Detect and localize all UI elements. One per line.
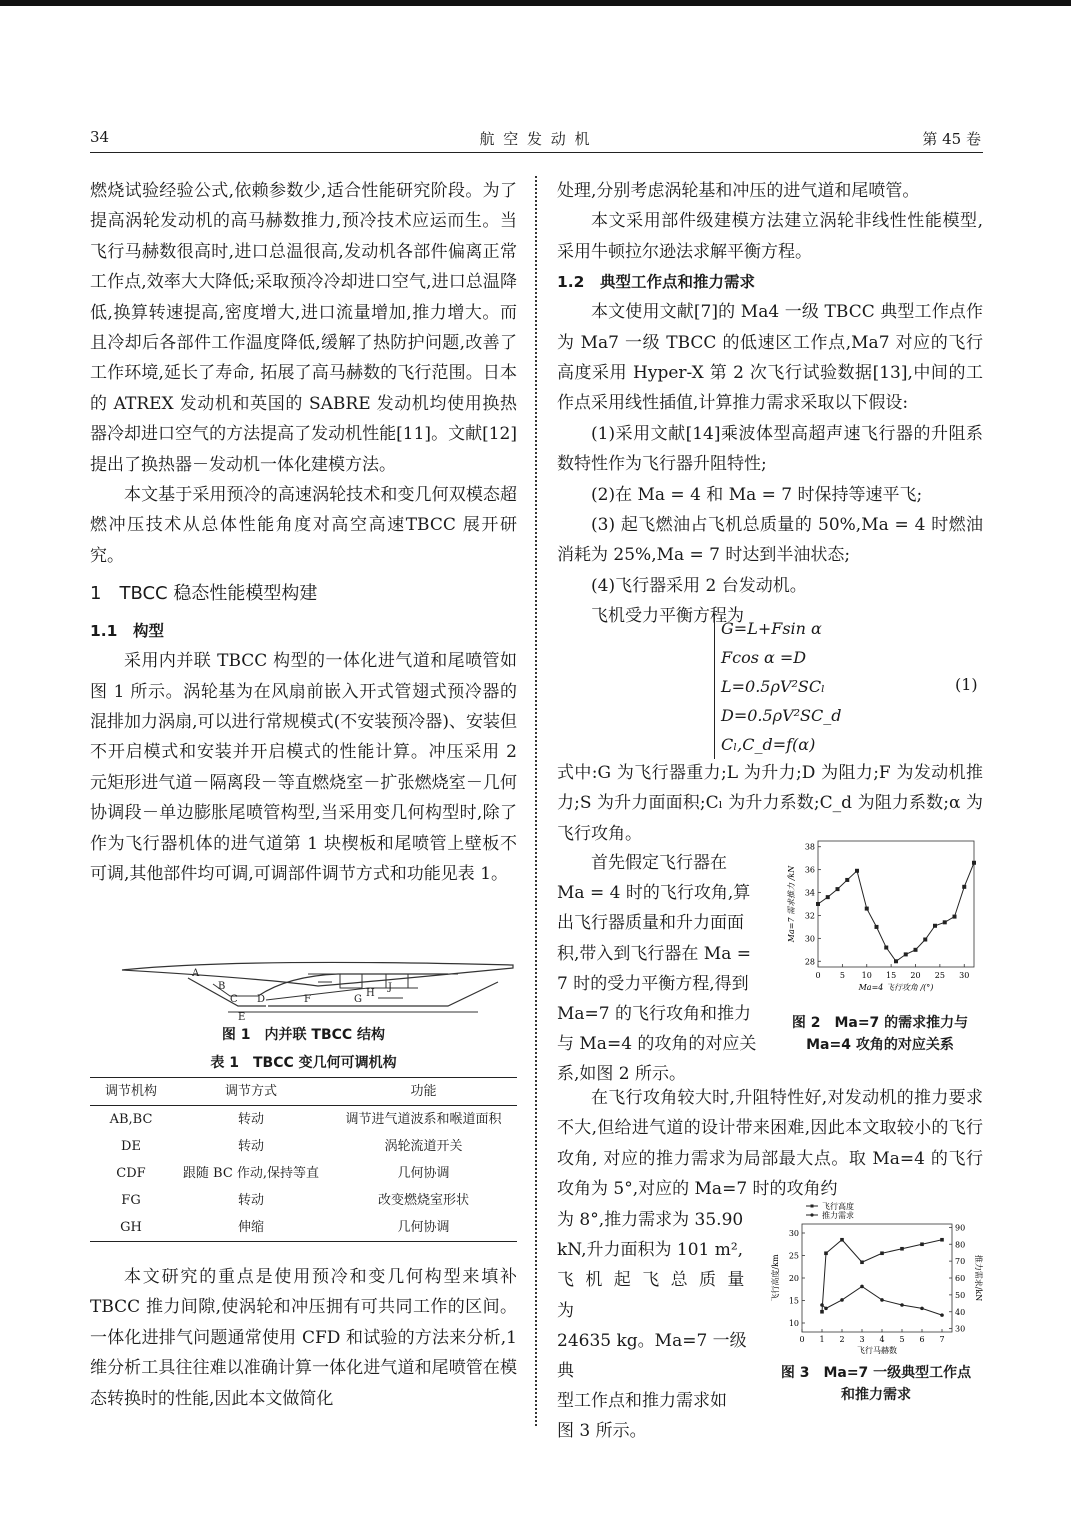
data-point xyxy=(914,948,918,952)
paragraph: 采用内并联 TBCC 构型的一体化进气道和尾喷管如图 1 所示。涡轮基为在风扇前嵌入开式管翅式预冷器的混排加力涡扇,可以进行常规模式(不安装预冷器)、安装但不开启模式和安装并开启模式的性能计算。冲压采用 2 元矩形进气道－隔离段－等直燃烧室－扩张燃烧室－几何协调段－单边膨胀尾喷管构型,当采用变几何构型时,除了作为飞行器机体的进气道第 1 块楔板和尾喷管上壁板不可调,其他部件均可调,可调部件调节方式和功能见表 1。 xyxy=(90,651,517,884)
x-tick-label: 25 xyxy=(934,971,945,980)
paragraph: 式中:G 为飞行器重力;L 为升力;D 为阻力;F 为发动机推力;S 为升力面面积;Cₗ 为升力系数;C_d 为阻力系数;α 为飞行攻角。 xyxy=(557,763,983,844)
y-tick-label: 15 xyxy=(788,1296,799,1306)
y-tick-label: 30 xyxy=(804,934,815,944)
legend-marker-altitude xyxy=(811,1205,814,1208)
paragraph: 处理,分别考虑涡轮基和冲压的进气道和尾喷管。 xyxy=(557,181,920,201)
x-tick-label: 30 xyxy=(959,971,970,980)
y-tick-label: 28 xyxy=(804,957,815,967)
table-cell: 几何协调 xyxy=(397,1220,450,1235)
table-cell: 改变燃烧室形状 xyxy=(377,1193,469,1208)
paragraph: 本文基于采用预冷的高速涡轮技术和变几何双模态超燃冲压技术从总体性能角度对高空高速TBCC 展开研究。 xyxy=(90,485,517,566)
x-tick-label: 10 xyxy=(861,971,872,980)
y2-tick-label: 60 xyxy=(955,1274,966,1283)
table-header: 调节方式 xyxy=(224,1084,277,1099)
page-number: 34 xyxy=(90,128,110,146)
y-tick-label: 32 xyxy=(804,911,815,921)
y2-tick-label: 40 xyxy=(955,1307,966,1317)
x-tick-label: 7 xyxy=(939,1335,945,1344)
data-point xyxy=(826,895,830,899)
paragraph: 本文研究的重点是使用预冷和变几何构型来填补 TBCC 推力间隙,使涡轮和冲压拥有可共同工作的区间。一体化进排气问题通常使用 CFD 和试验的方法来分析,1 维分析工具往往难以准确计算一体化进气道和尾喷管在模态转换时的性能,因此本文做简化 xyxy=(90,1267,517,1409)
table-header: 调节机构 xyxy=(104,1084,157,1099)
y-tick-label: 10 xyxy=(788,1319,799,1328)
y-tick-label: 38 xyxy=(804,842,815,852)
data-point xyxy=(884,946,888,950)
fig1-label-g: G xyxy=(354,994,362,1005)
thrust-point xyxy=(820,1303,824,1307)
table-cell: 伸缩 xyxy=(237,1220,264,1235)
column-separator xyxy=(535,176,537,1426)
table-cell: CDF xyxy=(116,1166,146,1181)
table-cell: DE xyxy=(121,1139,141,1154)
paragraph: 飞机受力平衡方程为 xyxy=(591,606,744,627)
x-tick-label: 0 xyxy=(799,1335,805,1344)
table-1 xyxy=(90,1077,517,1242)
caption-line: 图 2 Ma=7 的需求推力与 xyxy=(791,1015,969,1031)
legend-label-altitude: 飞行高度 xyxy=(822,1202,854,1211)
y-tick-label: 36 xyxy=(804,865,815,875)
thrust-point xyxy=(860,1285,864,1289)
x-tick-label: 0 xyxy=(815,971,821,980)
data-point xyxy=(933,924,937,928)
header-rule xyxy=(90,152,983,153)
fig1-label-d: D xyxy=(257,994,266,1005)
paragraph: 本文使用文献[7]的 Ma4 一级 TBCC 典型工作点作为 Ma7 一级 TBCC 的低速区工作点,Ma7 对应的飞行高度采用 Hyper-X 第 2 次飞行试验数据[13],中间的工作点采用线性插值,计算推力需求采取以下假设: xyxy=(557,302,983,414)
caption-line: 图 3 Ma=7 一级典型工作点 xyxy=(780,1365,972,1381)
fig1-label-j: J xyxy=(388,982,393,993)
data-point xyxy=(845,878,849,882)
assumption: (1)采用文献[14]乘波体型高超声速飞行器的升阻系数特性作为飞行器升阻特性; xyxy=(557,423,983,475)
wrapped-text-fig2 xyxy=(557,848,775,1090)
text-line: 7 时的受力平衡方程,得到 xyxy=(557,973,749,994)
left-column xyxy=(90,176,517,889)
x-tick-label: 2 xyxy=(839,1335,845,1344)
table-row xyxy=(90,1160,517,1187)
altitude-point xyxy=(840,1238,844,1242)
right-column-lower xyxy=(557,1083,983,1205)
y-axis-label: 飞行高度/km xyxy=(771,1254,780,1302)
x-axis-label: Ma=4 飞行攻角 /(°) xyxy=(858,983,934,992)
top-bar xyxy=(0,0,1071,6)
subsection-heading: 1.1 构型 xyxy=(90,621,164,640)
table-cell: 调节进气道波系和喉道面积 xyxy=(345,1112,502,1127)
altitude-point xyxy=(860,1260,864,1264)
altitude-point xyxy=(880,1251,884,1255)
right-column xyxy=(557,176,983,632)
subsection-heading: 1.2 典型工作点和推力需求 xyxy=(557,273,755,292)
table-cell: AB,BC xyxy=(109,1112,153,1127)
text-line: kN,升力面积为 101 m², xyxy=(557,1240,744,1261)
assumption: (2)在 Ma = 4 和 Ma = 7 时保持等速平飞; xyxy=(591,484,923,505)
text-line: 积,带入到飞行器在 Ma = xyxy=(557,943,751,964)
text-line: 图 3 所示。 xyxy=(557,1421,647,1442)
y2-tick-label: 30 xyxy=(955,1324,966,1334)
assumption: (4)飞行器采用 2 台发动机。 xyxy=(591,575,807,596)
text-line: 为 8°,推力需求为 35.90 xyxy=(557,1210,744,1230)
y2-tick-label: 90 xyxy=(955,1223,966,1233)
volume-label: 第 45 卷 xyxy=(922,130,981,148)
data-point xyxy=(894,959,898,963)
table-cell: 转动 xyxy=(237,1193,264,1208)
data-point xyxy=(904,952,908,956)
data-point xyxy=(816,902,820,906)
journal-title: 航 空 发 动 机 xyxy=(479,130,592,148)
paragraph: 本文采用部件级建模方法建立涡轮非线性性能模型,采用牛顿拉尔逊法求解平衡方程。 xyxy=(557,211,983,262)
table-row xyxy=(90,1106,517,1134)
data-point xyxy=(836,887,840,891)
y-tick-label: 25 xyxy=(788,1251,799,1261)
figure-2-caption xyxy=(780,1012,980,1056)
section-heading: 1 TBCC 稳态性能模型构建 xyxy=(90,583,318,605)
data-point xyxy=(972,861,976,865)
figure-2-chart xyxy=(782,835,982,1007)
text-line: 24635 kg。Ma=7 一级典 xyxy=(557,1330,747,1382)
table-cell: GH xyxy=(120,1220,142,1235)
text-line: 型工作点和推力需求如 xyxy=(557,1391,727,1412)
table-cell: 跟随 BC 作动,保持等直 xyxy=(182,1166,320,1181)
table-row xyxy=(90,1187,517,1214)
fig1-label-f: F xyxy=(304,994,311,1005)
equation-line: L=0.5ρV²SCₗ xyxy=(721,677,825,696)
text-line: Ma=7 的飞行攻角和推力 xyxy=(557,1004,752,1025)
plot-frame xyxy=(818,841,974,967)
x-tick-label: 20 xyxy=(910,971,921,980)
table-1-caption: 表 1 TBCC 变几何可调机构 xyxy=(210,1055,397,1071)
y-axis-label: Ma=7 需求推力 /kN xyxy=(787,865,796,943)
data-point xyxy=(943,920,947,924)
y-tick-label: 20 xyxy=(788,1274,799,1283)
x-tick-label: 4 xyxy=(879,1335,885,1344)
x-tick-label: 5 xyxy=(839,971,845,980)
series-line xyxy=(818,863,974,962)
altitude-point xyxy=(900,1247,904,1251)
text-line: 系,如图 2 所示。 xyxy=(557,1064,687,1085)
fig1-label-e: E xyxy=(238,1012,246,1023)
thrust-point xyxy=(880,1298,884,1302)
equation-line: Cₗ,C_d=f(α) xyxy=(721,735,816,754)
text-line: 首先假定飞行器在 xyxy=(591,853,727,873)
altitude-point xyxy=(940,1238,944,1242)
figure-3-chart xyxy=(770,1200,982,1360)
fig1-label-a: A xyxy=(192,968,200,979)
data-point xyxy=(855,869,859,873)
y-tick-label: 30 xyxy=(788,1229,799,1238)
table-row xyxy=(90,1214,517,1242)
paragraph: 燃烧试验经验公式,依赖参数少,适合性能研究阶段。为了提高涡轮发动机的高马赫数推力,预冷技术应运而生。当飞行马赫数很高时,进口总温很高,发动机各部件偏离正常工作点,效率大大降低;采取预冷冷却进口空气,进口总温降低,换算转速提高,密度增大,进口流量增加,推力增大。而且冷却后各部件工作温度降低,缓解了热防护问题,改善了工作环境,延长了寿命, 拓展了高马赫数的飞行范围。日本的 ATREX 发动机和英国的 SABRE 发动机均使用换热器冷却进口空气的方法提高了发动机性能[11]。文献[12]提出了换热器－发动机一体化建模方法。 xyxy=(90,181,517,475)
table-row xyxy=(90,1133,517,1160)
figure-1-diagram xyxy=(118,960,518,1026)
table-cell: 几何协调 xyxy=(397,1166,450,1181)
equation-line: Fcos α =D xyxy=(721,648,807,667)
table-cell: 涡轮流道开关 xyxy=(384,1139,463,1154)
altitude-point xyxy=(920,1242,924,1246)
altitude-point xyxy=(820,1310,824,1314)
data-point xyxy=(962,885,966,889)
x-tick-label: 5 xyxy=(899,1335,905,1344)
altitude-point xyxy=(824,1251,828,1255)
thrust-point xyxy=(840,1298,844,1302)
paragraph: 在飞行攻角较大时,升阻特性好,对发动机的推力要求不大,但给进气道的设计带来困难,因此本文取较小的飞行攻角, 对应的推力需求为局部最大点。取 Ma=4 的飞行攻角为 5°,对应的 Ma=7 时的攻角约 xyxy=(557,1088,983,1200)
figure-3-caption xyxy=(770,1362,982,1406)
thrust-point xyxy=(900,1303,904,1307)
data-point xyxy=(875,925,879,929)
y2-tick-label: 80 xyxy=(955,1240,966,1250)
table-header: 功能 xyxy=(410,1084,437,1099)
text-line: Ma = 4 时的飞行攻角,算 xyxy=(557,883,751,904)
x-tick-label: 1 xyxy=(819,1335,825,1344)
thrust-point xyxy=(920,1307,924,1311)
table-cell: 转动 xyxy=(237,1112,264,1127)
y-tick-label: 34 xyxy=(804,888,815,898)
x-tick-label: 3 xyxy=(859,1335,865,1344)
legend-marker-thrust xyxy=(810,1213,813,1216)
equation-line: G=L+Fsin α xyxy=(721,619,822,638)
y2-axis-label: 推力需求/kN xyxy=(974,1254,983,1302)
thrust-point xyxy=(940,1313,944,1317)
y2-tick-label: 50 xyxy=(955,1290,966,1300)
x-tick-label: 15 xyxy=(886,971,897,980)
assumption: (3) 起飞燃油占飞机总质量的 50%,Ma = 4 时燃油消耗为 25%,Ma = 7 时达到半油状态; xyxy=(557,515,983,566)
equation-system xyxy=(714,614,842,759)
left-column-bottom xyxy=(90,1262,517,1414)
equation-line: D=0.5ρV²SC_d xyxy=(721,706,842,725)
fig1-label-b: B xyxy=(218,981,226,992)
caption-line: Ma=4 攻角的对应关系 xyxy=(806,1037,954,1053)
x-axis-label: 飞行马赫数 xyxy=(857,1346,897,1355)
data-point xyxy=(953,915,957,919)
fig1-label-c: C xyxy=(230,994,238,1005)
text-line: 出飞行器质量和升力面面 xyxy=(557,913,744,934)
equation-number: (1) xyxy=(955,675,978,694)
caption-line: 和推力需求 xyxy=(841,1387,911,1403)
fig1-label-h: H xyxy=(366,988,375,999)
text-line: 与 Ma=4 的攻角的对应关 xyxy=(557,1034,757,1055)
text-line: 飞 机 起 飞 总 质 量 为 xyxy=(557,1270,748,1321)
y2-tick-label: 70 xyxy=(955,1257,966,1267)
wrapped-text-fig3 xyxy=(557,1205,763,1447)
figure-1-caption: 图 1 内并联 TBCC 结构 xyxy=(221,1027,386,1043)
table-cell: FG xyxy=(121,1193,141,1208)
table-cell: 转动 xyxy=(237,1139,264,1154)
data-point xyxy=(923,938,927,942)
thrust-point xyxy=(824,1307,828,1311)
legend-label-thrust: 推力需求 xyxy=(822,1211,854,1220)
x-tick-label: 6 xyxy=(919,1335,925,1344)
data-point xyxy=(865,907,869,911)
